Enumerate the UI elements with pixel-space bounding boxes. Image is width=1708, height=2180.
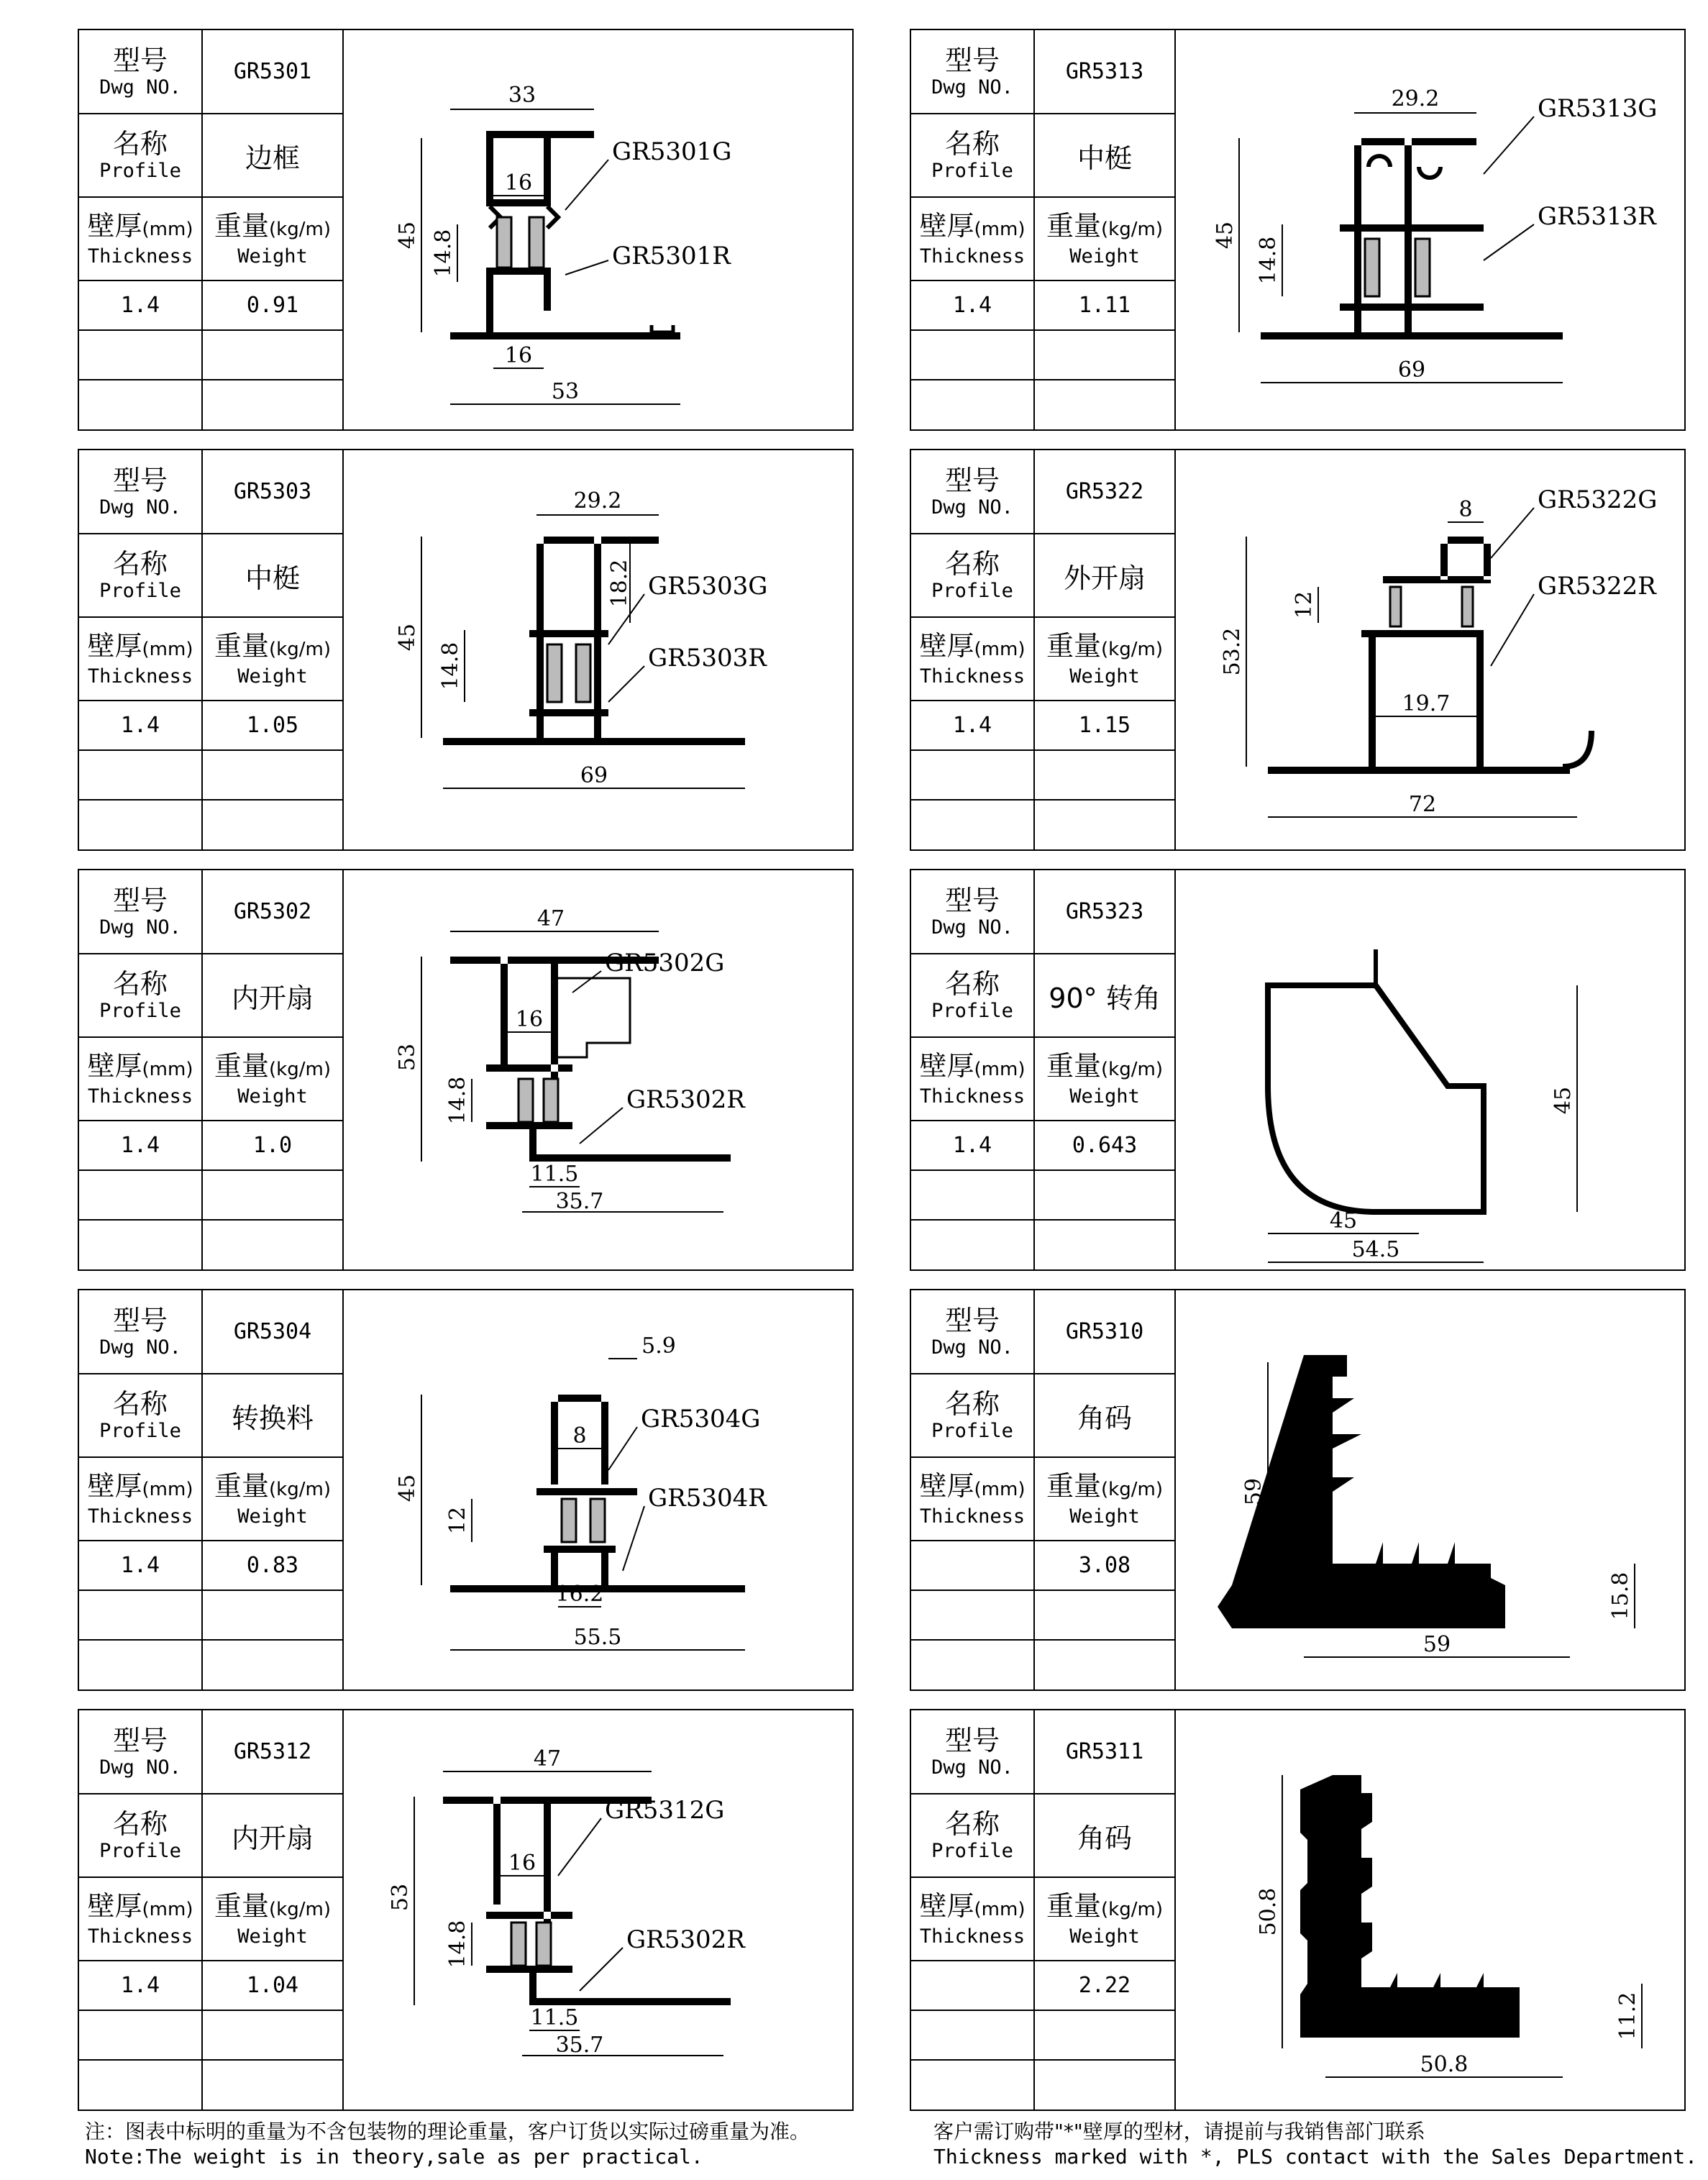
dwg-label-cn: 型号 <box>944 884 1000 916</box>
profile-info-table <box>79 450 344 849</box>
dwg-row <box>911 1290 1174 1374</box>
part-label: GR5304G <box>641 1405 761 1433</box>
profile-label-en: Profile <box>931 1420 1013 1442</box>
profile-card <box>78 1289 854 1691</box>
dwg-number: GR5310 <box>1065 1319 1144 1344</box>
spec-value-row <box>911 281 1174 331</box>
dwg-label-en: Dwg NO. <box>99 496 181 519</box>
profile-label-cn: 名称 <box>944 1808 1000 1840</box>
profile-row <box>79 954 342 1038</box>
profile-info-table <box>79 30 344 429</box>
spec-header-row <box>79 1458 342 1541</box>
thickness-label-en: Thickness <box>919 1925 1026 1948</box>
dimension-label: 8 <box>572 1423 587 1449</box>
thickness-label-en: Thickness <box>919 1085 1026 1108</box>
spec-header-row <box>79 1038 342 1121</box>
profile-label-en: Profile <box>99 1420 181 1442</box>
profile-label-en: Profile <box>931 160 1013 182</box>
profile-label-en: Profile <box>931 580 1013 602</box>
empty-row <box>79 1171 342 1221</box>
profile-name: 外开扇 <box>1063 562 1146 594</box>
spec-header-row <box>79 1878 342 1961</box>
part-label: GR5301R <box>612 242 731 270</box>
weight-value: 1.05 <box>246 713 299 738</box>
profile-row <box>911 1794 1174 1878</box>
dimension-label: 47 <box>536 906 565 931</box>
empty-row <box>911 331 1174 380</box>
weight-value: 0.83 <box>246 1553 299 1578</box>
weight-label: 重量(kg/m) <box>214 1049 331 1082</box>
profile-name: 内开扇 <box>231 1822 314 1854</box>
empty-row <box>911 751 1174 801</box>
weight-value: 1.11 <box>1078 293 1131 318</box>
weight-value: 1.0 <box>252 1133 293 1158</box>
spec-value-row <box>79 1121 342 1171</box>
dimension-label: 59 <box>1241 1477 1266 1506</box>
empty-row <box>911 1641 1174 1689</box>
thickness-label: 壁厚(mm) <box>87 209 193 242</box>
thickness-label: 壁厚(mm) <box>919 209 1026 242</box>
dimension-label: 50.8 <box>1256 1887 1281 1936</box>
profile-row <box>79 114 342 198</box>
thickness-label: 壁厚(mm) <box>919 629 1026 662</box>
dimension-label: 11.2 <box>1615 1992 1640 2040</box>
thickness-label-en: Thickness <box>87 665 193 688</box>
note-right-en: Thickness marked with *, PLS contact with the Sales Department. <box>933 2145 1698 2168</box>
thickness-value: 1.4 <box>952 1133 992 1158</box>
spec-header-row <box>79 198 342 281</box>
weight-label: 重量(kg/m) <box>214 1469 331 1502</box>
dimension-label: 69 <box>1397 357 1426 383</box>
thickness-label: 壁厚(mm) <box>919 1469 1026 1502</box>
weight-value: 1.15 <box>1078 713 1131 738</box>
dimension-label: 47 <box>533 1746 562 1771</box>
profile-row <box>911 534 1174 618</box>
profile-label-cn: 名称 <box>112 128 168 160</box>
empty-row <box>911 380 1174 429</box>
profile-info-table <box>911 1290 1176 1689</box>
thickness-label-en: Thickness <box>87 1085 193 1108</box>
weight-label-en: Weight <box>1069 1085 1140 1108</box>
dimension-label: 14.8 <box>1256 236 1281 285</box>
part-label: GR5313R <box>1538 202 1656 231</box>
dimension-label: 16 <box>504 170 533 196</box>
thickness-value: 1.4 <box>952 293 992 318</box>
part-label: GR5302R <box>626 1085 745 1114</box>
weight-label-en: Weight <box>237 1505 308 1528</box>
part-label: GR5312G <box>605 1796 725 1825</box>
weight-label: 重量(kg/m) <box>1046 1469 1163 1502</box>
dwg-label-cn: 型号 <box>112 44 168 76</box>
profile-card <box>78 449 854 851</box>
profile-drawing <box>1174 1710 1684 2110</box>
dimension-label: 45 <box>1213 221 1238 250</box>
note-left-en: Note:The weight is in theory,sale as per practical. <box>85 2145 703 2168</box>
empty-row <box>911 2061 1174 2110</box>
profile-name: 内开扇 <box>231 982 314 1014</box>
spec-value-row <box>911 1541 1174 1591</box>
dwg-number: GR5304 <box>233 1319 312 1344</box>
dimension-label: 69 <box>580 763 608 788</box>
thickness-label-en: Thickness <box>87 1505 193 1528</box>
dimension-label: 53.2 <box>1220 627 1245 676</box>
thickness-label-en: Thickness <box>87 245 193 268</box>
dwg-label-cn: 型号 <box>944 464 1000 496</box>
thickness-label: 壁厚(mm) <box>87 629 193 662</box>
part-label: GR5303G <box>648 572 768 601</box>
dwg-label-en: Dwg NO. <box>931 916 1013 939</box>
profile-drawing <box>1174 870 1684 1269</box>
part-label: GR5313G <box>1538 94 1658 123</box>
thickness-label: 壁厚(mm) <box>919 1889 1026 1922</box>
empty-row <box>911 1591 1174 1641</box>
dimension-label: 35.7 <box>555 2033 604 2058</box>
weight-label-en: Weight <box>1069 665 1140 688</box>
dimension-label: 45 <box>395 623 420 652</box>
dwg-label-en: Dwg NO. <box>931 1336 1013 1359</box>
profile-drawing <box>1174 1290 1684 1689</box>
profile-row <box>911 954 1174 1038</box>
profile-card <box>78 29 854 431</box>
dimension-label: 12 <box>1292 590 1317 619</box>
empty-row <box>911 801 1174 849</box>
dimension-label: 35.7 <box>555 1189 604 1214</box>
dwg-row <box>79 1710 342 1794</box>
dimension-label: 11.5 <box>530 1162 579 1187</box>
profile-drawing <box>1174 450 1684 849</box>
dwg-row <box>79 1290 342 1374</box>
dwg-label-cn: 型号 <box>944 1724 1000 1756</box>
dwg-label-en: Dwg NO. <box>99 76 181 99</box>
profile-drawing <box>342 1710 852 2110</box>
dwg-row <box>911 450 1174 534</box>
profile-row <box>79 1794 342 1878</box>
dimension-label: 16 <box>508 1851 536 1876</box>
spec-header-row <box>911 1878 1174 1961</box>
dimension-label: 16 <box>504 343 533 368</box>
profile-name: 角码 <box>1077 1402 1132 1434</box>
profile-card <box>910 449 1686 851</box>
empty-row <box>79 1641 342 1689</box>
part-label: GR5304R <box>648 1484 767 1513</box>
dwg-number: GR5311 <box>1065 1739 1144 1764</box>
thickness-value: 1.4 <box>120 713 160 738</box>
weight-value: 3.08 <box>1078 1553 1131 1578</box>
note-right-cn: 客户需订购带"*"壁厚的型材，请提前与我销售部门联系 <box>933 2120 1425 2143</box>
part-label: GR5322G <box>1538 485 1658 514</box>
profile-name: 转换料 <box>231 1402 314 1434</box>
profile-name: 边框 <box>245 142 300 174</box>
part-label: GR5322R <box>1538 572 1656 601</box>
dimension-label: 5.9 <box>641 1333 676 1359</box>
profile-label-en: Profile <box>99 580 181 602</box>
profile-card <box>78 869 854 1271</box>
dwg-row <box>911 870 1174 954</box>
empty-row <box>911 2011 1174 2061</box>
profile-card <box>78 1709 854 2111</box>
spec-header-row <box>911 618 1174 701</box>
profile-name: 90° 转角 <box>1049 982 1161 1014</box>
dimension-label: 72 <box>1408 792 1437 817</box>
profile-info-table <box>79 1710 344 2110</box>
dimension-label: 54.5 <box>1351 1237 1400 1262</box>
dimension-label: 14.8 <box>445 1076 470 1125</box>
profile-label-en: Profile <box>931 1000 1013 1022</box>
thickness-value: 1.4 <box>120 1973 160 1998</box>
dimension-label: 15.8 <box>1608 1572 1633 1620</box>
spec-value-row <box>79 281 342 331</box>
dimension-label: 29.2 <box>1391 86 1440 111</box>
profile-row <box>79 1374 342 1458</box>
dimension-label: 29.2 <box>573 488 622 514</box>
dwg-label-en: Dwg NO. <box>99 916 181 939</box>
empty-row <box>79 1591 342 1641</box>
dwg-row <box>79 870 342 954</box>
dwg-label-en: Dwg NO. <box>99 1336 181 1359</box>
profile-info-table <box>79 1290 344 1689</box>
weight-label-en: Weight <box>237 1085 308 1108</box>
dwg-number: GR5303 <box>233 479 312 504</box>
profile-drawing <box>1174 30 1684 429</box>
weight-label: 重量(kg/m) <box>214 209 331 242</box>
dwg-label-en: Dwg NO. <box>931 496 1013 519</box>
profile-card <box>910 1709 1686 2111</box>
weight-value: 0.91 <box>246 293 299 318</box>
profile-card <box>910 869 1686 1271</box>
empty-row <box>79 2061 342 2110</box>
dwg-label-en: Dwg NO. <box>99 1756 181 1779</box>
empty-row <box>911 1171 1174 1221</box>
spec-header-row <box>79 618 342 701</box>
weight-label-en: Weight <box>1069 1925 1140 1948</box>
weight-label: 重量(kg/m) <box>1046 1889 1163 1922</box>
note-left-cn: 注：图表中标明的重量为不含包装物的理论重量，客户订货以实际过磅重量为准。 <box>85 2120 810 2143</box>
dimension-label: 14.8 <box>438 642 463 690</box>
thickness-value: 1.4 <box>120 1133 160 1158</box>
dimension-label: 53 <box>551 379 580 404</box>
empty-row <box>79 751 342 801</box>
dwg-number: GR5322 <box>1065 479 1144 504</box>
thickness-label-en: Thickness <box>87 1925 193 1948</box>
thickness-label-en: Thickness <box>919 245 1026 268</box>
weight-label-en: Weight <box>237 245 308 268</box>
empty-row <box>911 1221 1174 1269</box>
dimension-label: 14.8 <box>445 1920 470 1969</box>
dimension-label: 50.8 <box>1420 2052 1469 2077</box>
profile-card <box>910 1289 1686 1691</box>
dwg-row <box>911 30 1174 114</box>
dimension-label: 16.2 <box>555 1582 604 1607</box>
empty-row <box>79 801 342 849</box>
thickness-label: 壁厚(mm) <box>919 1049 1026 1082</box>
profile-label-en: Profile <box>99 160 181 182</box>
part-label: GR5301G <box>612 137 732 166</box>
dimension-label: 59 <box>1422 1632 1451 1657</box>
profile-label-cn: 名称 <box>944 968 1000 1000</box>
profile-label-cn: 名称 <box>944 548 1000 580</box>
weight-label: 重量(kg/m) <box>214 1889 331 1922</box>
dwg-label-en: Dwg NO. <box>931 76 1013 99</box>
dwg-label-cn: 型号 <box>112 1724 168 1756</box>
profile-label-en: Profile <box>99 1840 181 1862</box>
empty-row <box>79 2011 342 2061</box>
profile-row <box>911 114 1174 198</box>
weight-value: 2.22 <box>1078 1973 1131 1998</box>
dimension-label: 11.5 <box>530 2005 579 2030</box>
profile-label-en: Profile <box>931 1840 1013 1862</box>
weight-label-en: Weight <box>237 1925 308 1948</box>
profile-card <box>910 29 1686 431</box>
weight-label: 重量(kg/m) <box>1046 629 1163 662</box>
dimension-label: 16 <box>515 1007 544 1032</box>
thickness-value: 1.4 <box>120 293 160 318</box>
part-label: GR5302G <box>605 949 725 977</box>
thickness-label-en: Thickness <box>919 665 1026 688</box>
dwg-number: GR5313 <box>1065 59 1144 84</box>
profile-label-cn: 名称 <box>112 548 168 580</box>
profile-label-cn: 名称 <box>112 968 168 1000</box>
dimension-label: 55.5 <box>573 1625 622 1650</box>
profile-row <box>79 534 342 618</box>
profile-info-table <box>79 870 344 1269</box>
weight-value: 0.643 <box>1072 1133 1138 1158</box>
dimension-label: 12 <box>445 1506 470 1535</box>
profile-label-en: Profile <box>99 1000 181 1022</box>
dimension-label: 53 <box>388 1883 413 1912</box>
dwg-number: GR5323 <box>1065 899 1144 924</box>
profile-info-table <box>911 30 1176 429</box>
dimension-label: 45 <box>395 1474 420 1502</box>
dwg-row <box>79 30 342 114</box>
dwg-label-cn: 型号 <box>112 884 168 916</box>
profile-row <box>911 1374 1174 1458</box>
spec-value-row <box>79 1541 342 1591</box>
dwg-label-cn: 型号 <box>944 44 1000 76</box>
dwg-label-cn: 型号 <box>112 464 168 496</box>
thickness-label: 壁厚(mm) <box>87 1049 193 1082</box>
thickness-label: 壁厚(mm) <box>87 1889 193 1922</box>
part-label: GR5303R <box>648 644 767 672</box>
profile-drawing <box>342 30 852 429</box>
empty-row <box>79 380 342 429</box>
spec-header-row <box>911 198 1174 281</box>
empty-row <box>79 331 342 380</box>
weight-label-en: Weight <box>1069 1505 1140 1528</box>
spec-value-row <box>911 701 1174 751</box>
profile-name: 角码 <box>1077 1822 1132 1854</box>
dimension-label: 45 <box>1551 1086 1576 1115</box>
profile-drawing <box>342 450 852 849</box>
spec-value-row <box>911 1121 1174 1171</box>
weight-label: 重量(kg/m) <box>214 629 331 662</box>
profile-info-table <box>911 1710 1176 2110</box>
spec-header-row <box>911 1458 1174 1541</box>
weight-label: 重量(kg/m) <box>1046 209 1163 242</box>
weight-value: 1.04 <box>246 1973 299 1998</box>
profile-name: 中梃 <box>1077 142 1132 174</box>
profile-label-cn: 名称 <box>112 1808 168 1840</box>
profile-label-cn: 名称 <box>944 1388 1000 1420</box>
spec-value-row <box>79 701 342 751</box>
dwg-number: GR5302 <box>233 899 312 924</box>
dimension-label: 8 <box>1458 497 1473 522</box>
thickness-label: 壁厚(mm) <box>87 1469 193 1502</box>
dimension-label: 33 <box>508 83 536 108</box>
dimension-label: 14.8 <box>431 229 456 278</box>
profile-name: 中梃 <box>245 562 300 594</box>
empty-row <box>79 1221 342 1269</box>
spec-value-row <box>911 1961 1174 2011</box>
dimension-label: 18.2 <box>607 559 632 608</box>
dimension-label: 53 <box>395 1043 420 1072</box>
spec-value-row <box>79 1961 342 2011</box>
profile-label-cn: 名称 <box>112 1388 168 1420</box>
dimension-label: 45 <box>1329 1208 1358 1233</box>
spec-header-row <box>911 1038 1174 1121</box>
dwg-label-cn: 型号 <box>112 1304 168 1336</box>
thickness-label-en: Thickness <box>919 1505 1026 1528</box>
profile-info-table <box>911 450 1176 849</box>
profile-drawing <box>342 1290 852 1689</box>
dimension-label: 45 <box>395 221 420 250</box>
dwg-label-cn: 型号 <box>944 1304 1000 1336</box>
thickness-value: 1.4 <box>120 1553 160 1578</box>
thickness-value: 1.4 <box>952 713 992 738</box>
weight-label: 重量(kg/m) <box>1046 1049 1163 1082</box>
profile-info-table <box>911 870 1176 1269</box>
profile-drawing <box>342 870 852 1269</box>
dwg-number: GR5312 <box>233 1739 312 1764</box>
profile-label-cn: 名称 <box>944 128 1000 160</box>
weight-label-en: Weight <box>237 665 308 688</box>
dwg-row <box>79 450 342 534</box>
dwg-row <box>911 1710 1174 1794</box>
weight-label-en: Weight <box>1069 245 1140 268</box>
dimension-label: 19.7 <box>1402 691 1451 716</box>
dwg-number: GR5301 <box>233 59 312 84</box>
dwg-label-en: Dwg NO. <box>931 1756 1013 1779</box>
part-label: GR5302R <box>626 1925 745 1954</box>
